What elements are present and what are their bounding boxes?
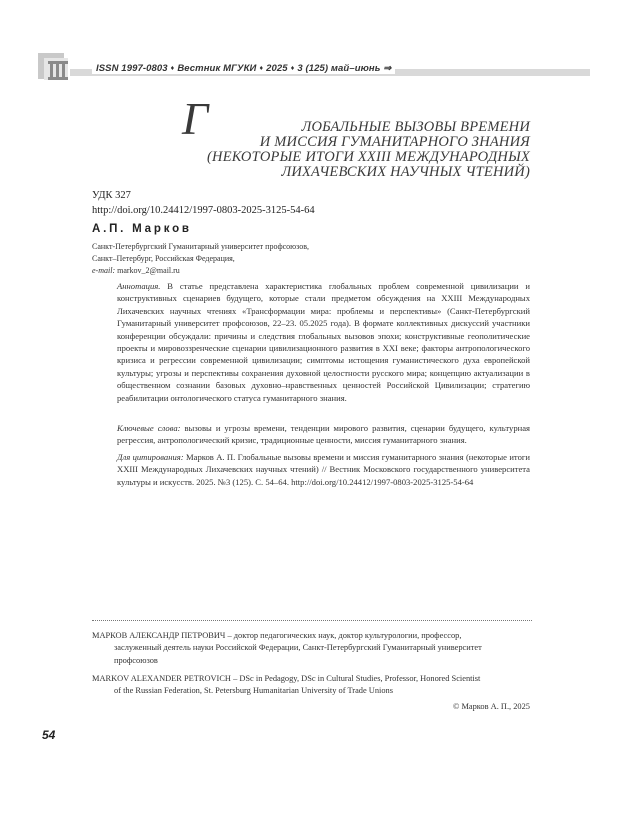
arrow-right-icon: ⇒: [383, 63, 392, 74]
bio-en-line1: – DSc in Pedagogy, DSc in Cultural Studies, Professor, Honored Scientist: [230, 674, 481, 683]
udc: УДК 327: [92, 190, 131, 201]
citation-label: Для цитирования:: [117, 452, 184, 462]
author-bio-en: [92, 673, 537, 698]
copyright: © Марков А. П., 2025: [452, 702, 530, 711]
page-number: 54: [42, 728, 56, 742]
journal-logo-icon: [38, 53, 72, 82]
citation: [117, 451, 530, 488]
title-line: ЛОБАЛЬНЫЕ ВЫЗОВЫ ВРЕМЕНИ: [301, 119, 530, 135]
keywords-label: Ключевые слова:: [117, 423, 181, 433]
author-bio-ru: [92, 630, 537, 667]
citation-text: Марков А. П. Глобальные вызовы времени и миссия гуманитарного знания (некоторые итоги XXIII Международных Лихачевских научных чтений) // Вестник Московского государственного университета культуры и искусств. 2025. №3 (125). С. 54–64. http://doi.org/10.24412/1997-0803-2025-3125-54-64: [117, 452, 530, 487]
email-label: e-mail:: [92, 266, 116, 275]
affiliation-email: [92, 266, 180, 275]
keywords-text: вызовы и угрозы времени, тенденции мирового развития, сценарии будущего, культурная регрессия, антропологический кризис, традиционные ценности, миссия гуманитарного знания.: [117, 423, 530, 446]
bio-en-line2: of the Russian Federation, St. Petersburg Humanitarian University of Trade Unions: [114, 686, 393, 696]
bio-en-name: MARKOV ALEXANDER PETROVICH: [92, 674, 231, 683]
affiliation-org: Санкт-Петербургский Гуманитарный университет профсоюзов,: [92, 242, 310, 251]
abstract: [117, 280, 530, 404]
running-header: ISSN 1997-0803 ♦ Вестник МГУКИ ♦ 2025 ♦ 3 (125) май–июнь ⇒: [92, 63, 395, 74]
issue: 3 (125) май–июнь: [297, 63, 381, 74]
bio-ru-line3: профсоюзов: [114, 655, 158, 665]
abstract-text: В статье представлена характеристика глобальных проблем современной цивилизации и конструктивных сценариев будущего, которые стали предметом обсуждения на XXIII Международных Лихачевских научных чтениях «Трансформации мира: проблемы и перспективы» (Санкт-Петербургский Гуманитарный университет профсоюзов, 22–23. 05.2025 года). В формате коллективных дискуссий участники конференции обсуждали: причины и следствия глобальных вызовов эпохи; конструктивные геополитические проекты и мировоззренческие сценарии цивилизационного развития в XXI веке; факторы антропологического кризиса и регрессии современной цивилизации; симптомы истощения гуманистического духа европейской культуры; угрозы и перспективы сохранения духовной целостности русского мира; концепцию актуализации в общественном сознании базовых духовно–нравственных ценностей Российской Цивилизации; стратегию реабилитации онтологического статуса гуманитарного знания.: [117, 281, 530, 403]
doi-link[interactable]: http://doi.org/10.24412/1997-0803-2025-3125-54-64: [92, 205, 315, 216]
article-title: [110, 93, 530, 180]
title-line: (НЕКОТОРЫЕ ИТОГИ XXIII МЕЖДУНАРОДНЫХ: [207, 149, 530, 165]
affiliation-city: Санкт–Петербург, Российская Федерация,: [92, 254, 235, 263]
bio-ru-line2: заслуженный деятель науки Российской Федерации, Санкт-Петербургский Гуманитарный университет: [114, 643, 482, 653]
email-link[interactable]: markov_2@mail.ru: [117, 266, 180, 275]
title-drop-cap: Г: [182, 93, 209, 144]
title-line: И МИССИЯ ГУМАНИТАРНОГО ЗНАНИЯ: [259, 134, 530, 150]
year: 2025: [266, 63, 288, 74]
bio-ru-line1: – доктор педагогических наук, доктор культурологии, профессор,: [225, 631, 462, 640]
bio-ru-name: МАРКОВ АЛЕКСАНДР ПЕТРОВИЧ: [92, 631, 226, 640]
journal-name: Вестник МГУКИ: [177, 63, 257, 74]
abstract-label: Аннотация.: [117, 281, 161, 291]
issn: ISSN 1997-0803: [96, 63, 168, 74]
footnote-divider: [92, 620, 532, 621]
author-name: А.П. Марков: [92, 223, 192, 235]
title-line: ЛИХАЧЕВСКИХ НАУЧНЫХ ЧТЕНИЙ): [281, 164, 530, 180]
keywords: [117, 422, 530, 447]
